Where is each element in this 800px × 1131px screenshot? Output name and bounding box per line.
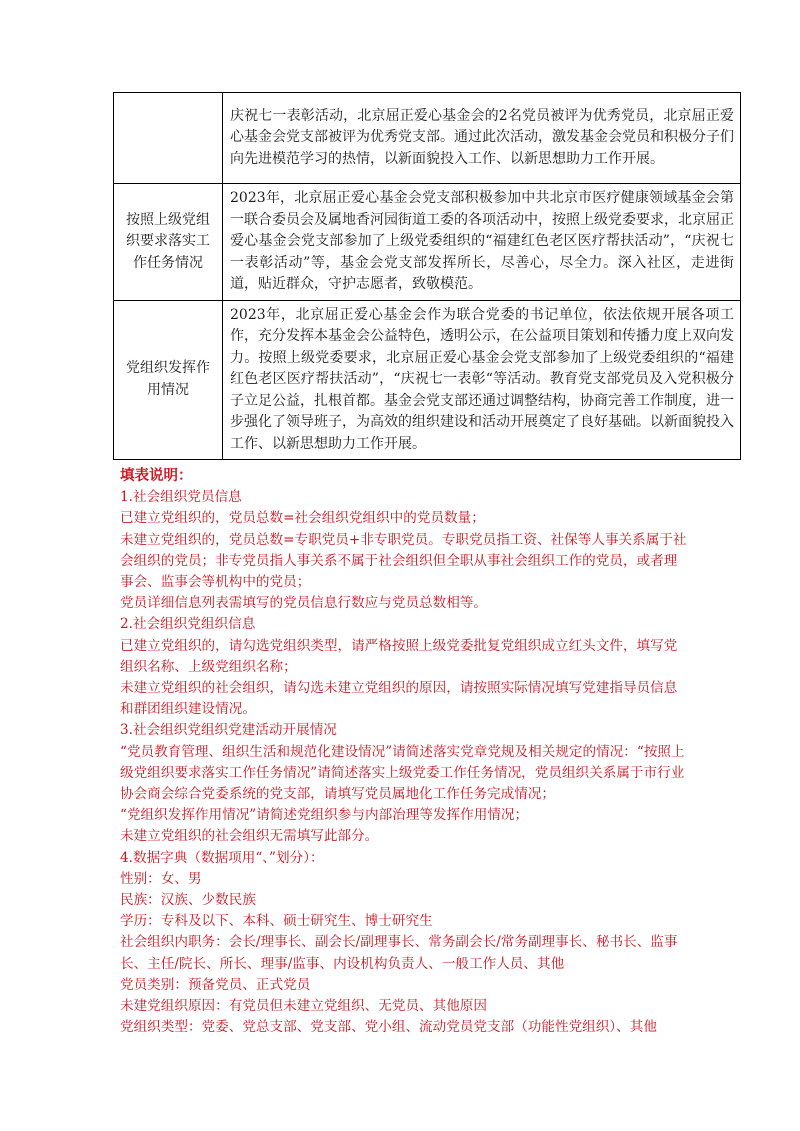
- instruction-line: “党员教育管理、组织生活和规范化建设情况”请简述落实党章党规及相关规定的情况：“按照上级党组织要求落实工作任务情况”请简述落实上级党委工作任务情况，党员组织关系属于市行业协会商会综合党委系统的党支部，请填写党员属地化工作任务完成情况；: [120, 743, 685, 803]
- instruction-line: 1.社会组织党员信息: [120, 489, 242, 506]
- table-row: [114, 300, 741, 460]
- table-row: [114, 184, 741, 301]
- row-label: 党组织发挥作用情况: [114, 300, 223, 460]
- row-content: 2023年，北京屈正爱心基金会作为联合党委的书记单位，依法依规开展各项工作，充分发挥本基金会公益特色，透明公示，在公益项目策划和传播力度上双向发力。按照上级党委要求，北京屈正爱心基金会党支部参加了上级党委组织的“福建红色老区医疗帮扶活动”，“庆祝七一表彰“等活动。教育党支部党员及入党积极分子立足公益，扎根首都。基金会党支部还通过调整结构，协商完善工作制度，进一步强化了领导班子，为高效的组织建设和活动开展奠定了良好基础。以新面貌投入工作、以新思想助力工作开展。: [223, 300, 741, 460]
- instruction-line: 已建立党组织的，请勾选党组织类型，请严格按照上级党委批复党组织成立红头文件，填写党组织名称、上级党组织名称；: [120, 637, 678, 675]
- instruction-line: 已建立党组织的，党员总数=社会组织党组织中的党员数量；: [120, 510, 485, 527]
- instruction-line: 党员详细信息列表需填写的党员信息行数应与党员总数相等。: [120, 595, 488, 612]
- row-content: 2023年，北京屈正爱心基金会党支部积极参加中共北京市医疗健康领域基金会第一联合委员会及属地香河园街道工委的各项活动中，按照上级党委要求，北京屈正爱心基金会党支部参加了上级党委组织的“福建红色老区医疗帮扶活动”，“庆祝七一表彰活动”等，基金会党支部发挥所长，尽善心，尽全力。深入社区，走进街道，贴近群众，守护志愿者，致敬模范。: [223, 184, 741, 301]
- instruction-line: 社会组织内职务：会长/理事长、副会长/副理事长、常务副会长/常务副理事长、秘书长、监事长、主任/院长、所长、理事/监事、内设机构负责人、一般工作人员、其他: [120, 934, 678, 972]
- instruction-line: 3.社会组织党组织党建活动开展情况: [120, 722, 337, 739]
- instruction-line: 学历：专科及以下、本科、硕士研究生、博士研究生: [120, 913, 433, 930]
- instruction-line: 党员类别：预备党员、正式党员: [120, 976, 311, 993]
- form-instructions: [120, 465, 690, 1038]
- instruction-line: 未建立党组织的，党员总数=专职党员+非专职党员。专职党员指工资、社保等人事关系属于社会组织的党员；非专党员指人事关系不属于社会组织但全职从事社会组织工作的党员，或者理事会、监事会等机构中的党员；: [120, 531, 687, 591]
- row-label: 按照上级党组织要求落实工作任务情况: [114, 184, 223, 301]
- row-content: 庆祝七一表彰活动，北京屈正爱心基金会的2名党员被评为优秀党员，北京屈正爱心基金会党支部被评为优秀党支部。通过此次活动，激发基金会党员和积极分子们向先进模范学习的热情，以新面貌投入工作、以新思想助力工作开展。: [223, 93, 741, 184]
- instruction-line: 4.数据字典（数据项用“、”划分）：: [120, 849, 324, 866]
- instruction-line: 未建党组织原因：有党员但未建立党组织、无党员、其他原因: [120, 998, 488, 1015]
- party-activity-table: [113, 92, 741, 460]
- instruction-line: 未建立党组织的社会组织无需填写此部分。: [120, 828, 379, 845]
- instruction-line: 民族：汉族、少数民族: [120, 892, 256, 909]
- instructions-title: 填表说明：: [120, 467, 193, 484]
- instruction-line: 党组织类型：党委、党总支部、党支部、党小组、流动党员党支部（功能性党组织）、其他: [120, 1019, 657, 1036]
- instruction-line: 2.社会组织党组织信息: [120, 616, 256, 633]
- instruction-line: “党组织发挥作用情况”请简述党组织参与内部治理等发挥作用情况；: [120, 807, 529, 824]
- row-label: [114, 93, 223, 184]
- instruction-line: 性别：女、男: [120, 870, 202, 887]
- table-row: [114, 93, 741, 184]
- instruction-line: 未建立党组织的社会组织，请勾选未建立党组织的原因，请按照实际情况填写党建指导员信息和群团组织建设情况。: [120, 680, 678, 718]
